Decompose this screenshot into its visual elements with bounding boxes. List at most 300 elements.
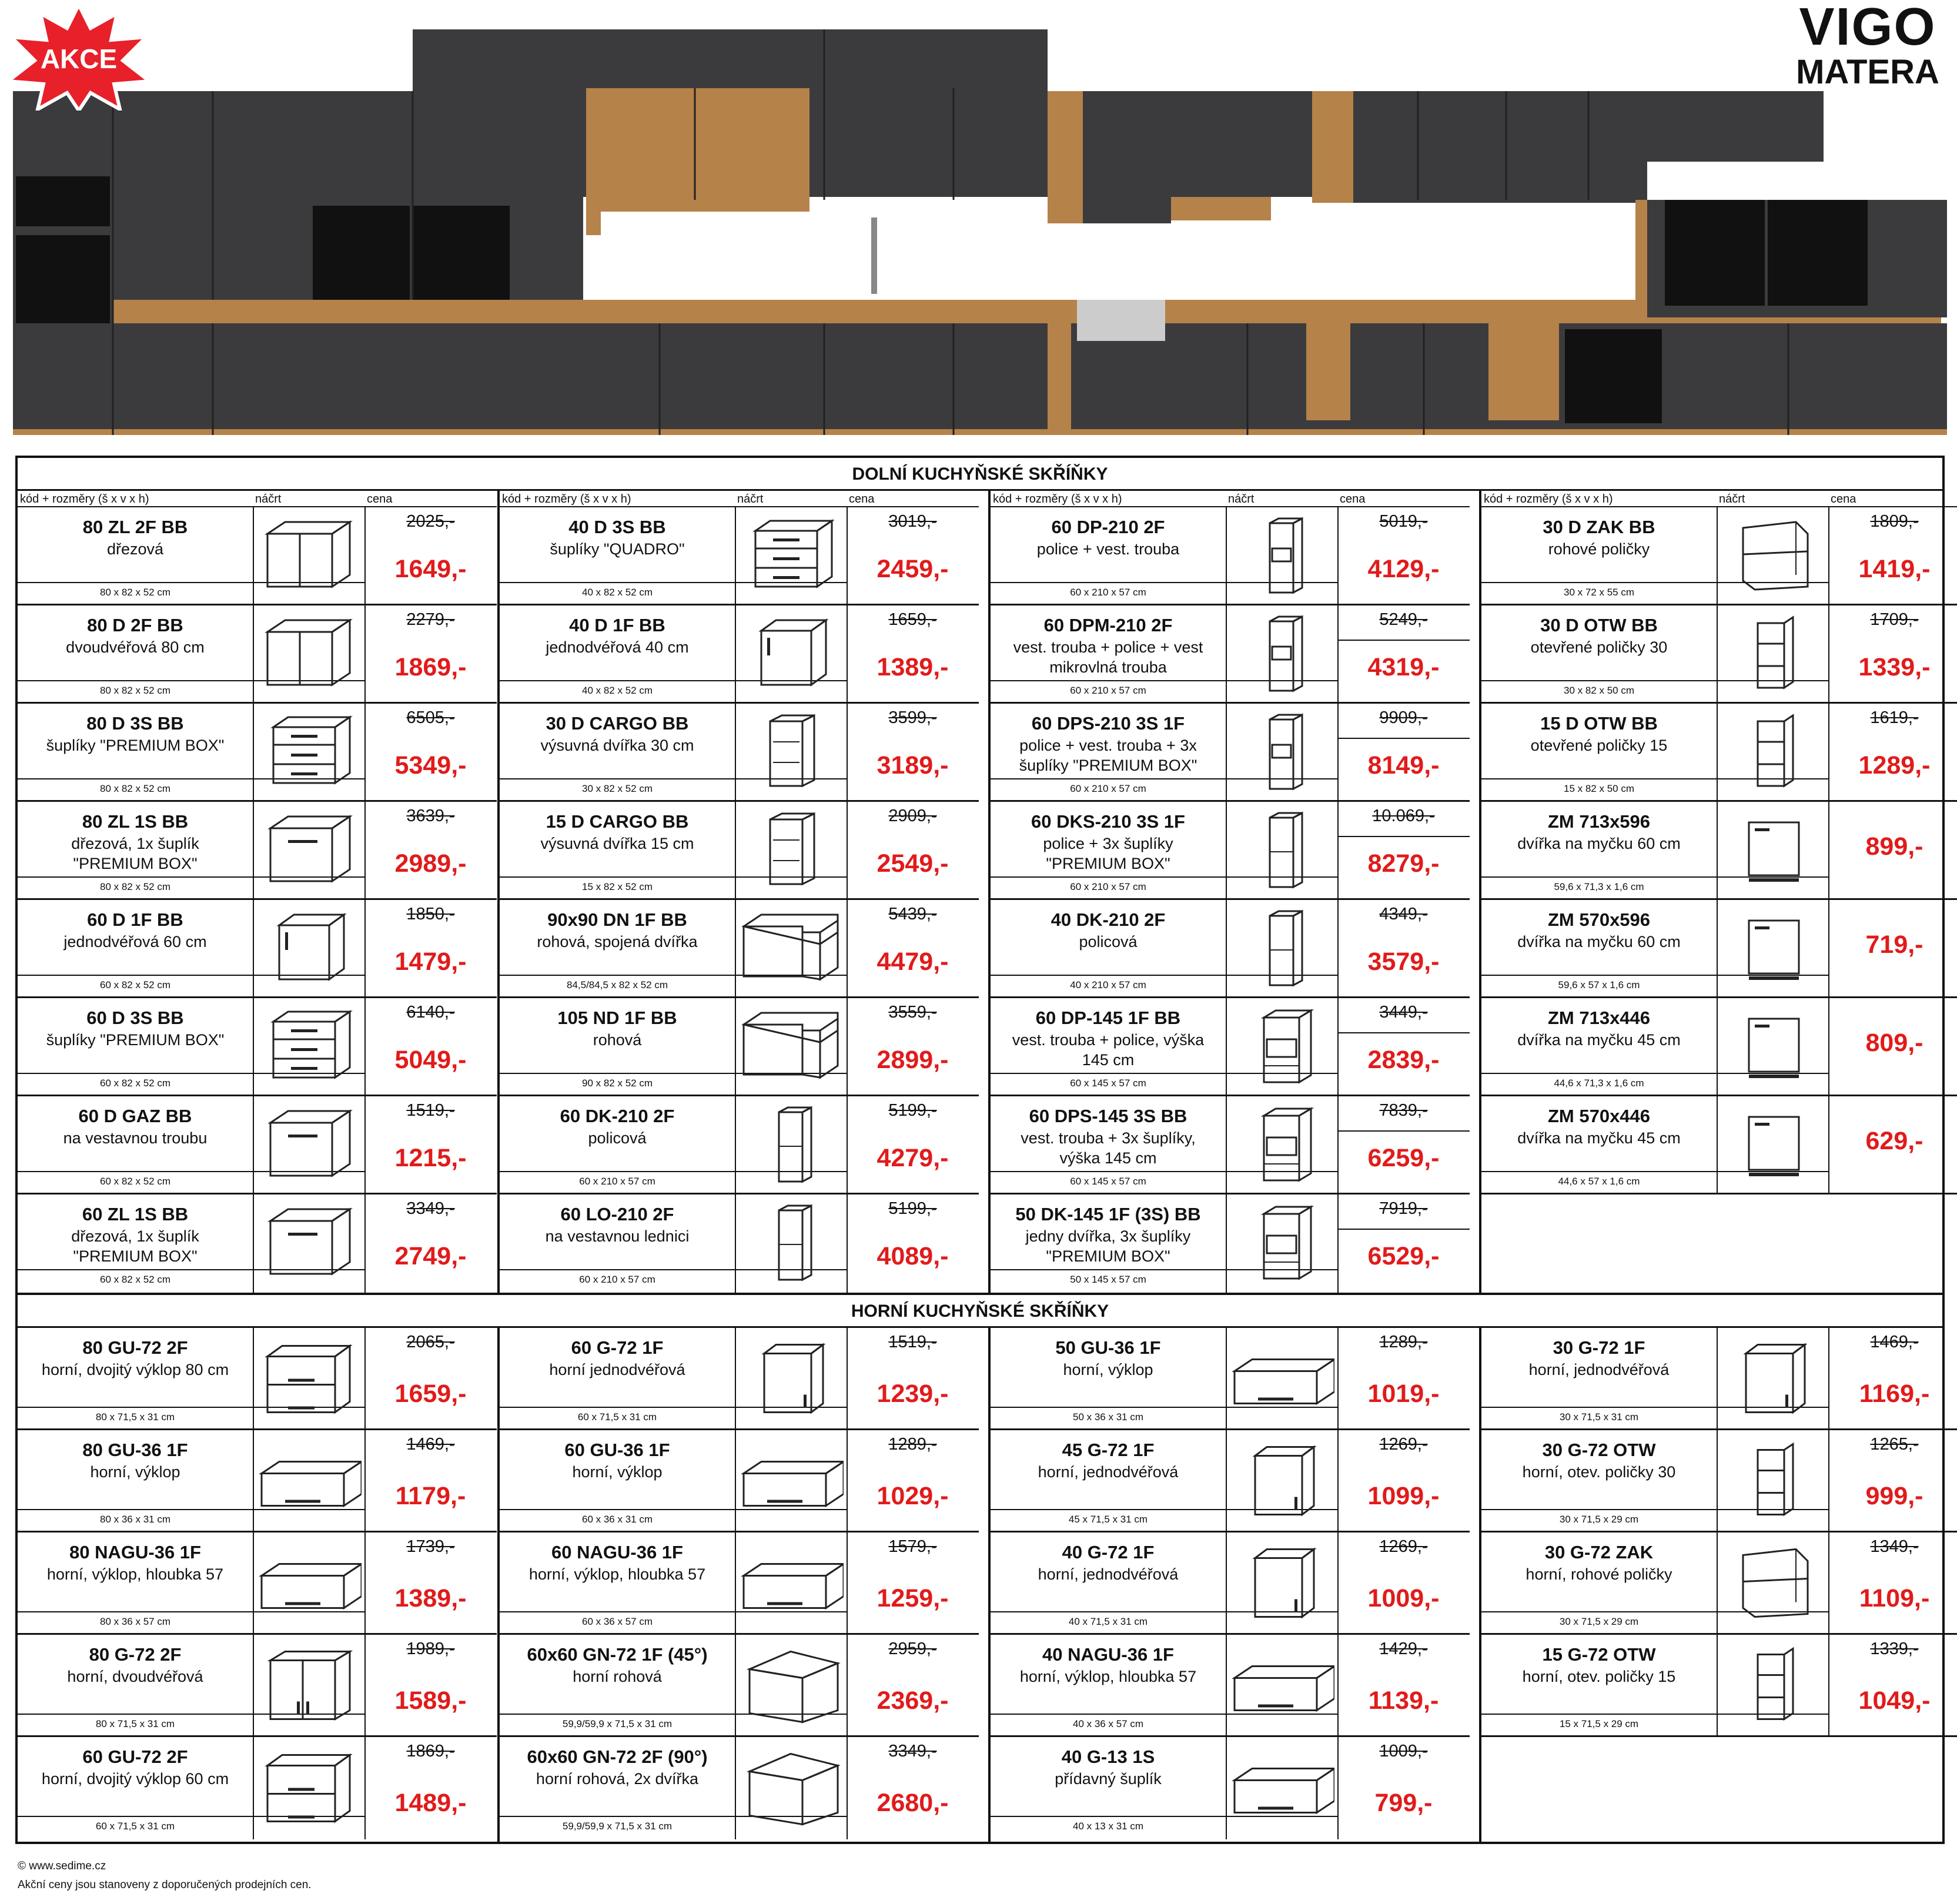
product-dimensions: 84,5/84,5 x 82 x 52 cm — [567, 979, 668, 991]
product-description: horní, jednodvéřová — [1038, 1463, 1179, 1481]
product-code: 105 ND 1F BB — [557, 1008, 677, 1028]
cell-divider — [253, 900, 254, 996]
product-code: 40 NAGU-36 1F — [1042, 1644, 1174, 1665]
sale-price: 809,- — [1865, 1028, 1923, 1057]
product-dimensions: 50 x 36 x 31 cm — [1072, 1411, 1143, 1423]
wall-1door-icon — [1720, 1331, 1825, 1426]
cell-divider — [1828, 1532, 1829, 1633]
original-price: 1850,- — [406, 905, 455, 923]
product-dimensions: 60 x 36 x 31 cm — [581, 1514, 653, 1525]
product-code: 30 G-72 1F — [1553, 1337, 1645, 1358]
cell-divider — [253, 1194, 254, 1293]
product-cell — [991, 1096, 1470, 1194]
cell-divider — [735, 1096, 736, 1193]
product-cell — [18, 704, 497, 802]
product-description: policová — [588, 1129, 647, 1147]
brand-name: VIGO — [1799, 0, 1936, 56]
product-code: 80 D 3S BB — [86, 713, 184, 734]
original-price: 1289,- — [888, 1435, 937, 1454]
price-divider — [1337, 1229, 1470, 1230]
sale-price: 4129,- — [1367, 555, 1440, 583]
column-code-header: kód + rozměry (š x v x h) — [502, 493, 631, 506]
lower-section-title: DOLNÍ KUCHYŇSKÉ SKŘÍŇKY — [18, 458, 1942, 491]
original-price: 1869,- — [406, 1742, 455, 1761]
product-cell — [1481, 704, 1957, 802]
column-separator — [988, 491, 991, 1293]
sale-price: 1179,- — [395, 1482, 466, 1510]
product-code: ZM 570x596 — [1547, 909, 1651, 930]
sale-price: 3579,- — [1367, 948, 1440, 976]
original-price: 5199,- — [888, 1101, 937, 1120]
product-description: přídavný šuplík — [1055, 1770, 1162, 1788]
wall-drawer-icon — [1229, 1741, 1334, 1835]
sale-price: 1869,- — [394, 653, 467, 681]
product-cell — [18, 998, 497, 1096]
panel-icon — [1720, 805, 1825, 895]
product-cell — [1481, 605, 1957, 704]
sale-price: 4089,- — [877, 1242, 949, 1270]
product-dimensions: 80 x 82 x 52 cm — [99, 685, 170, 696]
sale-price: 1009,- — [1367, 1584, 1440, 1612]
cell-divider — [364, 1328, 366, 1428]
product-cell — [500, 1328, 979, 1430]
sale-price: 2749,- — [394, 1242, 467, 1270]
tall-icon — [738, 1100, 844, 1190]
original-price: 3559,- — [888, 1003, 937, 1022]
brand-logo — [1791, 0, 1944, 91]
product-dimensions: 60 x 210 x 57 cm — [579, 1176, 655, 1187]
cell-divider — [847, 1430, 848, 1531]
product-cell — [1481, 1096, 1957, 1194]
product-description: dvířka na myčku 60 cm — [1517, 933, 1681, 951]
mid-oven-icon — [1229, 1100, 1334, 1190]
product-code: ZM 713x596 — [1547, 811, 1651, 832]
original-price: 1519,- — [406, 1101, 455, 1120]
sale-price: 1589,- — [394, 1687, 467, 1715]
wall-corner-icon — [738, 1741, 844, 1835]
product-description: horní rohová — [573, 1668, 662, 1685]
wall-2flap-icon — [256, 1331, 362, 1426]
sale-price: 1289,- — [1858, 751, 1931, 779]
sale-price: 1139,- — [1368, 1687, 1439, 1715]
product-cell — [18, 802, 497, 900]
product-description: horní, dvojitý výklop 80 cm — [41, 1361, 229, 1378]
original-price: 1579,- — [888, 1537, 937, 1556]
cell-divider — [253, 1328, 254, 1428]
empty-cell — [1481, 1194, 1957, 1293]
column-price-header: cena — [367, 493, 393, 506]
product-dimensions: 40 x 82 x 52 cm — [581, 587, 653, 598]
product-code: 50 GU-36 1F — [1055, 1337, 1161, 1358]
product-cell — [500, 704, 979, 802]
column-separator — [497, 1328, 500, 1842]
product-dimensions: 59,6 x 57 x 1,6 cm — [1558, 979, 1640, 991]
cell-divider — [1337, 1737, 1339, 1839]
wall-corner-icon — [738, 1638, 844, 1732]
original-price: 1519,- — [888, 1333, 937, 1351]
base-1door-icon — [256, 904, 362, 993]
product-dimensions: 60 x 82 x 52 cm — [99, 1078, 170, 1089]
cell-divider — [1717, 1430, 1718, 1531]
product-dimensions: 30 x 71,5 x 29 cm — [1559, 1514, 1639, 1525]
cargo-icon — [738, 707, 844, 797]
product-description: horní, výklop, hloubka 57 — [1019, 1668, 1197, 1685]
original-price: 1269,- — [1379, 1435, 1428, 1454]
original-price: 2025,- — [406, 512, 455, 531]
product-code: 60 DPS-210 3S 1F — [1031, 713, 1185, 734]
product-dimensions: 80 x 36 x 31 cm — [99, 1514, 170, 1525]
product-description: police + vest. trouba + 3x šuplíky "PREMIUM BOX" — [1019, 737, 1197, 774]
product-description: jedny dvířka, 3x šuplíky "PREMIUM BOX" — [1025, 1227, 1191, 1265]
cell-divider — [735, 1737, 736, 1839]
base-3drawer-icon — [256, 707, 362, 797]
shelf-open-icon — [1720, 609, 1825, 699]
original-price: 1339,- — [1870, 1639, 1919, 1658]
sale-price: 1169,- — [1859, 1380, 1930, 1408]
sink-drawer-icon — [256, 1198, 362, 1288]
product-dimensions: 40 x 13 x 31 cm — [1072, 1821, 1143, 1832]
product-dimensions: 60 x 71,5 x 31 cm — [95, 1821, 175, 1832]
cell-divider — [253, 507, 254, 604]
product-description: jednodvéřová 40 cm — [546, 638, 689, 656]
original-price: 1809,- — [1870, 512, 1919, 531]
tall-oven-icon — [1229, 609, 1334, 699]
product-cell — [991, 1194, 1470, 1293]
product-dimensions: 15 x 82 x 52 cm — [581, 881, 653, 892]
sale-price: 2549,- — [877, 849, 949, 878]
product-code: ZM 570x446 — [1547, 1106, 1651, 1126]
original-price: 5019,- — [1379, 512, 1428, 531]
product-dimensions: 30 x 71,5 x 29 cm — [1559, 1616, 1639, 1627]
product-dimensions: 40 x 82 x 52 cm — [581, 685, 653, 696]
product-dimensions: 80 x 82 x 52 cm — [99, 587, 170, 598]
shelf-corner-icon — [1720, 1536, 1825, 1630]
column-separator — [497, 491, 500, 1293]
cell-divider — [735, 1430, 736, 1531]
mid-oven-icon — [1229, 1198, 1334, 1288]
product-description: horní, dvojitý výklop 60 cm — [41, 1770, 229, 1788]
cell-divider — [735, 1194, 736, 1293]
cell-divider — [253, 605, 254, 702]
cell-divider — [1226, 1096, 1227, 1193]
cell-divider — [253, 1737, 254, 1839]
cell-divider — [735, 802, 736, 898]
product-description: dřezová, 1x šuplík "PREMIUM BOX" — [71, 835, 199, 872]
sale-price: 1489,- — [394, 1789, 467, 1817]
cell-divider — [253, 1430, 254, 1531]
product-dimensions: 60 x 210 x 57 cm — [1070, 783, 1146, 794]
product-code: 30 D OTW BB — [1540, 615, 1658, 635]
product-description: dřezová, 1x šuplík "PREMIUM BOX" — [71, 1227, 199, 1265]
product-dimensions: 44,6 x 57 x 1,6 cm — [1558, 1176, 1640, 1187]
product-code: 60x60 GN-72 2F (90°) — [527, 1746, 708, 1767]
product-cell — [991, 1430, 1470, 1532]
product-dimensions: 80 x 71,5 x 31 cm — [95, 1411, 175, 1423]
product-code: 30 D ZAK BB — [1543, 517, 1655, 537]
product-description: horní rohová, 2x dvířka — [536, 1770, 699, 1788]
product-cell — [18, 1328, 497, 1430]
cell-divider — [735, 900, 736, 996]
sale-price: 1099,- — [1367, 1482, 1440, 1510]
product-dimensions: 60 x 71,5 x 31 cm — [577, 1411, 657, 1423]
original-price: 9909,- — [1379, 708, 1428, 727]
product-cell — [500, 1532, 979, 1635]
product-code: 15 G-72 OTW — [1542, 1644, 1656, 1665]
akce-label: AKCE — [40, 43, 118, 74]
product-code: 15 D OTW BB — [1540, 713, 1658, 734]
product-code: 60 GU-72 2F — [82, 1746, 188, 1767]
product-description: horní, výklop, hloubka 57 — [528, 1565, 706, 1583]
sale-price: 1215,- — [394, 1144, 467, 1172]
sale-price: 2989,- — [394, 849, 467, 878]
product-description: horní, výklop — [1063, 1361, 1153, 1378]
cell-divider — [1717, 998, 1718, 1095]
product-code: 60 DK-210 2F — [560, 1106, 675, 1126]
product-dimensions: 30 x 71,5 x 31 cm — [1559, 1411, 1639, 1423]
oven-base-icon — [256, 1100, 362, 1190]
cell-divider — [735, 605, 736, 702]
cell-divider — [1717, 1096, 1718, 1193]
cell-divider — [1226, 605, 1227, 702]
column-sketch-header: náčrt — [1719, 493, 1745, 506]
product-code: 60 DKS-210 3S 1F — [1031, 811, 1185, 832]
cargo-icon — [738, 805, 844, 895]
sale-price: 2680,- — [877, 1789, 949, 1817]
product-cell — [500, 1635, 979, 1737]
product-code: 60 LO-210 2F — [560, 1204, 674, 1224]
product-code: 40 G-72 1F — [1062, 1542, 1155, 1562]
sale-price: 1389,- — [877, 653, 949, 681]
wall-flap-icon — [1229, 1331, 1334, 1426]
shelf-corner-icon — [1720, 511, 1825, 601]
product-code: 60 D 3S BB — [86, 1008, 184, 1028]
price-table — [15, 456, 1945, 1844]
product-code: 60x60 GN-72 1F (45°) — [527, 1644, 708, 1665]
product-cell — [500, 900, 979, 998]
product-cell — [1481, 1328, 1957, 1430]
product-dimensions: 60 x 82 x 52 cm — [99, 1176, 170, 1187]
product-dimensions: 90 x 82 x 52 cm — [581, 1078, 653, 1089]
product-code: 60 NAGU-36 1F — [551, 1542, 683, 1562]
cell-divider — [1226, 704, 1227, 800]
original-price: 1619,- — [1870, 708, 1919, 727]
column-code-header: kód + rozměry (š x v x h) — [1484, 493, 1613, 506]
cell-divider — [364, 1430, 366, 1531]
product-cell — [991, 802, 1470, 900]
product-description: horní, otev. poličky 30 — [1522, 1463, 1676, 1481]
cell-divider — [253, 1532, 254, 1633]
original-price: 1709,- — [1870, 610, 1919, 629]
original-price: 1469,- — [1870, 1333, 1919, 1351]
product-dimensions: 59,9/59,9 x 71,5 x 31 cm — [562, 1718, 673, 1729]
original-price: 5249,- — [1379, 610, 1428, 629]
wall-2flap-icon — [256, 1741, 362, 1835]
cell-divider — [253, 704, 254, 800]
product-cell — [500, 1194, 979, 1293]
product-description: horní, rohové poličky — [1526, 1565, 1672, 1583]
product-dimensions: 80 x 36 x 57 cm — [99, 1616, 170, 1627]
product-code: 80 ZL 1S BB — [82, 811, 189, 832]
original-price: 1469,- — [406, 1435, 455, 1454]
cell-divider — [1717, 605, 1718, 702]
sale-price: 2899,- — [877, 1046, 949, 1074]
original-price: 1289,- — [1379, 1333, 1428, 1351]
sink-2door-icon — [256, 511, 362, 601]
wall-flap-icon — [256, 1536, 362, 1630]
cell-divider — [1828, 1430, 1829, 1531]
original-price: 7839,- — [1379, 1101, 1428, 1120]
panel-icon — [1720, 1100, 1825, 1190]
product-cell — [1481, 1635, 1957, 1737]
sale-price: 4279,- — [877, 1144, 949, 1172]
original-price: 5439,- — [888, 905, 937, 923]
wall-1door-icon — [1229, 1536, 1334, 1630]
original-price: 1659,- — [888, 610, 937, 629]
column-price-header: cena — [849, 493, 875, 506]
original-price: 1265,- — [1870, 1435, 1919, 1454]
product-description: otevřené poličky 30 — [1530, 638, 1668, 656]
product-dimensions: 40 x 71,5 x 31 cm — [1068, 1616, 1148, 1627]
product-description: horní, jednodvéřová — [1528, 1361, 1670, 1378]
cell-divider — [847, 1532, 848, 1633]
column-code-header: kód + rozměry (š x v x h) — [20, 493, 149, 506]
product-description: police + 3x šuplíky "PREMIUM BOX" — [1043, 835, 1173, 872]
product-dimensions: 59,6 x 71,3 x 1,6 cm — [1554, 881, 1644, 892]
product-code: 80 G-72 2F — [89, 1644, 182, 1665]
product-dimensions: 60 x 36 x 57 cm — [581, 1616, 653, 1627]
column-header — [500, 491, 979, 507]
sale-price: 1109,- — [1859, 1584, 1930, 1612]
price-divider — [1337, 836, 1470, 837]
product-code: 30 G-72 ZAK — [1544, 1542, 1654, 1562]
product-code: 45 G-72 1F — [1062, 1440, 1155, 1460]
column-separator — [1479, 1328, 1481, 1842]
column-header — [18, 491, 497, 507]
sale-price: 1019,- — [1367, 1380, 1440, 1408]
sale-price: 8149,- — [1367, 751, 1440, 779]
original-price: 6505,- — [406, 708, 455, 727]
sale-price: 2459,- — [877, 555, 949, 583]
product-description: horní jednodvéřová — [549, 1361, 685, 1378]
product-cell — [991, 1635, 1470, 1737]
product-description: šuplíky "PREMIUM BOX" — [46, 737, 225, 754]
product-dimensions: 80 x 82 x 52 cm — [99, 783, 170, 794]
product-dimensions: 60 x 210 x 57 cm — [1070, 881, 1146, 892]
wall-1door-icon — [738, 1331, 844, 1426]
product-code: 60 D 1F BB — [87, 909, 183, 930]
empty-cell — [1481, 1737, 1957, 1839]
column-price-header: cena — [1831, 493, 1856, 506]
sale-price: 1339,- — [1858, 653, 1931, 681]
cell-divider — [253, 1096, 254, 1193]
cell-divider — [735, 507, 736, 604]
cell-divider — [1828, 1328, 1829, 1428]
product-code: 40 D 3S BB — [568, 517, 666, 537]
cell-divider — [1717, 1328, 1718, 1428]
product-dimensions: 60 x 210 x 57 cm — [1070, 587, 1146, 598]
product-cell — [500, 998, 979, 1096]
product-code: 50 DK-145 1F (3S) BB — [1015, 1204, 1201, 1224]
shelf-open-icon — [1720, 707, 1825, 797]
product-dimensions: 30 x 82 x 52 cm — [581, 783, 653, 794]
price-divider — [1337, 738, 1470, 739]
original-price: 2065,- — [406, 1333, 455, 1351]
product-description: výsuvná dvířka 15 cm — [540, 835, 694, 852]
product-description: horní, výklop — [90, 1463, 180, 1481]
cell-divider — [1717, 802, 1718, 898]
product-dimensions: 60 x 210 x 57 cm — [1070, 685, 1146, 696]
product-cell — [18, 1194, 497, 1293]
original-price: 2959,- — [888, 1639, 937, 1658]
price-divider — [1337, 640, 1470, 641]
cell-divider — [1226, 998, 1227, 1095]
cell-divider — [1226, 900, 1227, 996]
product-description: horní, jednodvéřová — [1038, 1565, 1179, 1583]
sale-price: 1049,- — [1858, 1687, 1931, 1715]
product-dimensions: 40 x 210 x 57 cm — [1070, 979, 1146, 991]
product-dimensions: 44,6 x 71,3 x 1,6 cm — [1554, 1078, 1644, 1089]
product-code: 60 DPS-145 3S BB — [1029, 1106, 1187, 1126]
product-cell — [991, 1737, 1470, 1839]
cell-divider — [253, 1635, 254, 1735]
original-price: 3449,- — [1379, 1003, 1428, 1022]
mid-oven-icon — [1229, 1002, 1334, 1092]
product-cell — [1481, 900, 1957, 998]
wall-flap-icon — [1229, 1638, 1334, 1732]
price-note: Akční ceny jsou stanoveny z doporučených prodejních cen. — [18, 1879, 312, 1891]
product-description: šuplíky "QUADRO" — [550, 540, 685, 558]
product-description: na vestavnou troubu — [63, 1129, 208, 1147]
product-code: 80 NAGU-36 1F — [69, 1542, 201, 1562]
product-dimensions: 60 x 210 x 57 cm — [579, 1274, 655, 1285]
product-description: rohová, spojená dvířka — [537, 933, 698, 951]
product-cell — [500, 605, 979, 704]
product-dimensions: 60 x 82 x 52 cm — [99, 979, 170, 991]
product-description: otevřené poličky 15 — [1530, 737, 1668, 754]
column-header — [1481, 491, 1957, 507]
cell-divider — [253, 802, 254, 898]
sale-price: 1479,- — [394, 948, 467, 976]
product-code: 60 ZL 1S BB — [82, 1204, 189, 1224]
original-price: 3019,- — [888, 512, 937, 531]
product-cell — [1481, 998, 1957, 1096]
price-divider — [1337, 1130, 1470, 1132]
original-price: 10.069,- — [1372, 807, 1435, 825]
product-cell — [500, 507, 979, 605]
product-code: 40 DK-210 2F — [1051, 909, 1166, 930]
product-description: police + vest. trouba — [1036, 540, 1180, 558]
sale-price: 1419,- — [1858, 555, 1931, 583]
product-description: dvířka na myčku 45 cm — [1517, 1031, 1681, 1049]
product-code: 60 D GAZ BB — [78, 1106, 192, 1126]
cell-divider — [1717, 1635, 1718, 1735]
product-dimensions: 80 x 71,5 x 31 cm — [95, 1718, 175, 1729]
wall-1door-icon — [1229, 1434, 1334, 1528]
product-description: rohové poličky — [1548, 540, 1650, 558]
tall-icon — [1229, 805, 1334, 895]
column-sketch-header: náčrt — [737, 493, 764, 506]
product-dimensions: 40 x 36 x 57 cm — [1072, 1718, 1143, 1729]
original-price: 1739,- — [406, 1537, 455, 1556]
product-code: 30 D CARGO BB — [546, 713, 689, 734]
product-description: vest. trouba + 3x šuplíky, výška 145 cm — [1021, 1129, 1196, 1167]
wall-flap-icon — [738, 1536, 844, 1630]
sale-price: 629,- — [1865, 1126, 1923, 1155]
product-code: 40 G-13 1S — [1061, 1746, 1155, 1767]
product-code: 60 GU-36 1F — [564, 1440, 670, 1460]
original-price: 2279,- — [406, 610, 455, 629]
cell-divider — [364, 1532, 366, 1633]
